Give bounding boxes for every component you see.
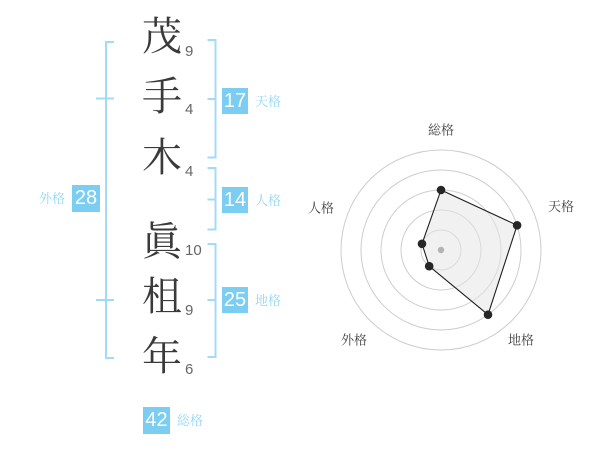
name-char-3: 木 — [142, 136, 182, 180]
gaikaku-value: 28 — [72, 185, 100, 212]
radar-axis-label-jinkaku: 人格 — [307, 200, 335, 216]
stroke-count-5: 9 — [185, 302, 194, 319]
name-char-5: 柤 — [142, 275, 182, 319]
tenkaku-bracket — [208, 40, 216, 158]
radar-axis-label-chikaku: 地格 — [507, 332, 535, 348]
radar-axis-label-gaikaku: 外格 — [340, 332, 368, 348]
jinkaku-badge — [222, 187, 281, 213]
name-char-4: 眞 — [142, 220, 182, 264]
jinkaku-value: 14 — [223, 189, 247, 211]
stroke-count-1: 9 — [185, 43, 194, 60]
gaikaku-bracket — [106, 42, 114, 358]
radar-axis-label-soukaku: 総格 — [427, 122, 455, 138]
chikaku-value: 25 — [223, 289, 247, 311]
tenkaku-label: 天格 — [255, 93, 282, 109]
radar-data-polygon — [418, 186, 522, 319]
radar-grid-rings — [341, 150, 541, 350]
name-char-1: 茂 — [142, 15, 182, 59]
chikaku-bracket — [208, 244, 216, 357]
fortune-radar-chart — [300, 115, 600, 370]
gaikaku-badge — [39, 185, 100, 212]
soukaku-badge — [143, 407, 203, 434]
radar-axis-label-tenkaku: 天格 — [547, 199, 575, 214]
stroke-count-6: 6 — [185, 361, 194, 378]
name-char-6: 年 — [142, 335, 182, 379]
gaikaku-label: 外格 — [39, 191, 66, 206]
tenkaku-value: 17 — [223, 90, 247, 112]
soukaku-label: 総格 — [177, 413, 204, 428]
chikaku-label: 地格 — [255, 292, 282, 308]
stroke-count-4: 10 — [185, 242, 202, 259]
jinkaku-label: 人格 — [255, 192, 282, 208]
name-char-2: 手 — [142, 75, 182, 119]
chikaku-badge — [222, 287, 281, 313]
tenkaku-badge — [222, 88, 281, 114]
stroke-count-2: 4 — [185, 101, 194, 118]
stroke-count-3: 4 — [185, 163, 194, 180]
jinkaku-bracket — [208, 168, 216, 230]
soukaku-value: 42 — [143, 407, 170, 434]
